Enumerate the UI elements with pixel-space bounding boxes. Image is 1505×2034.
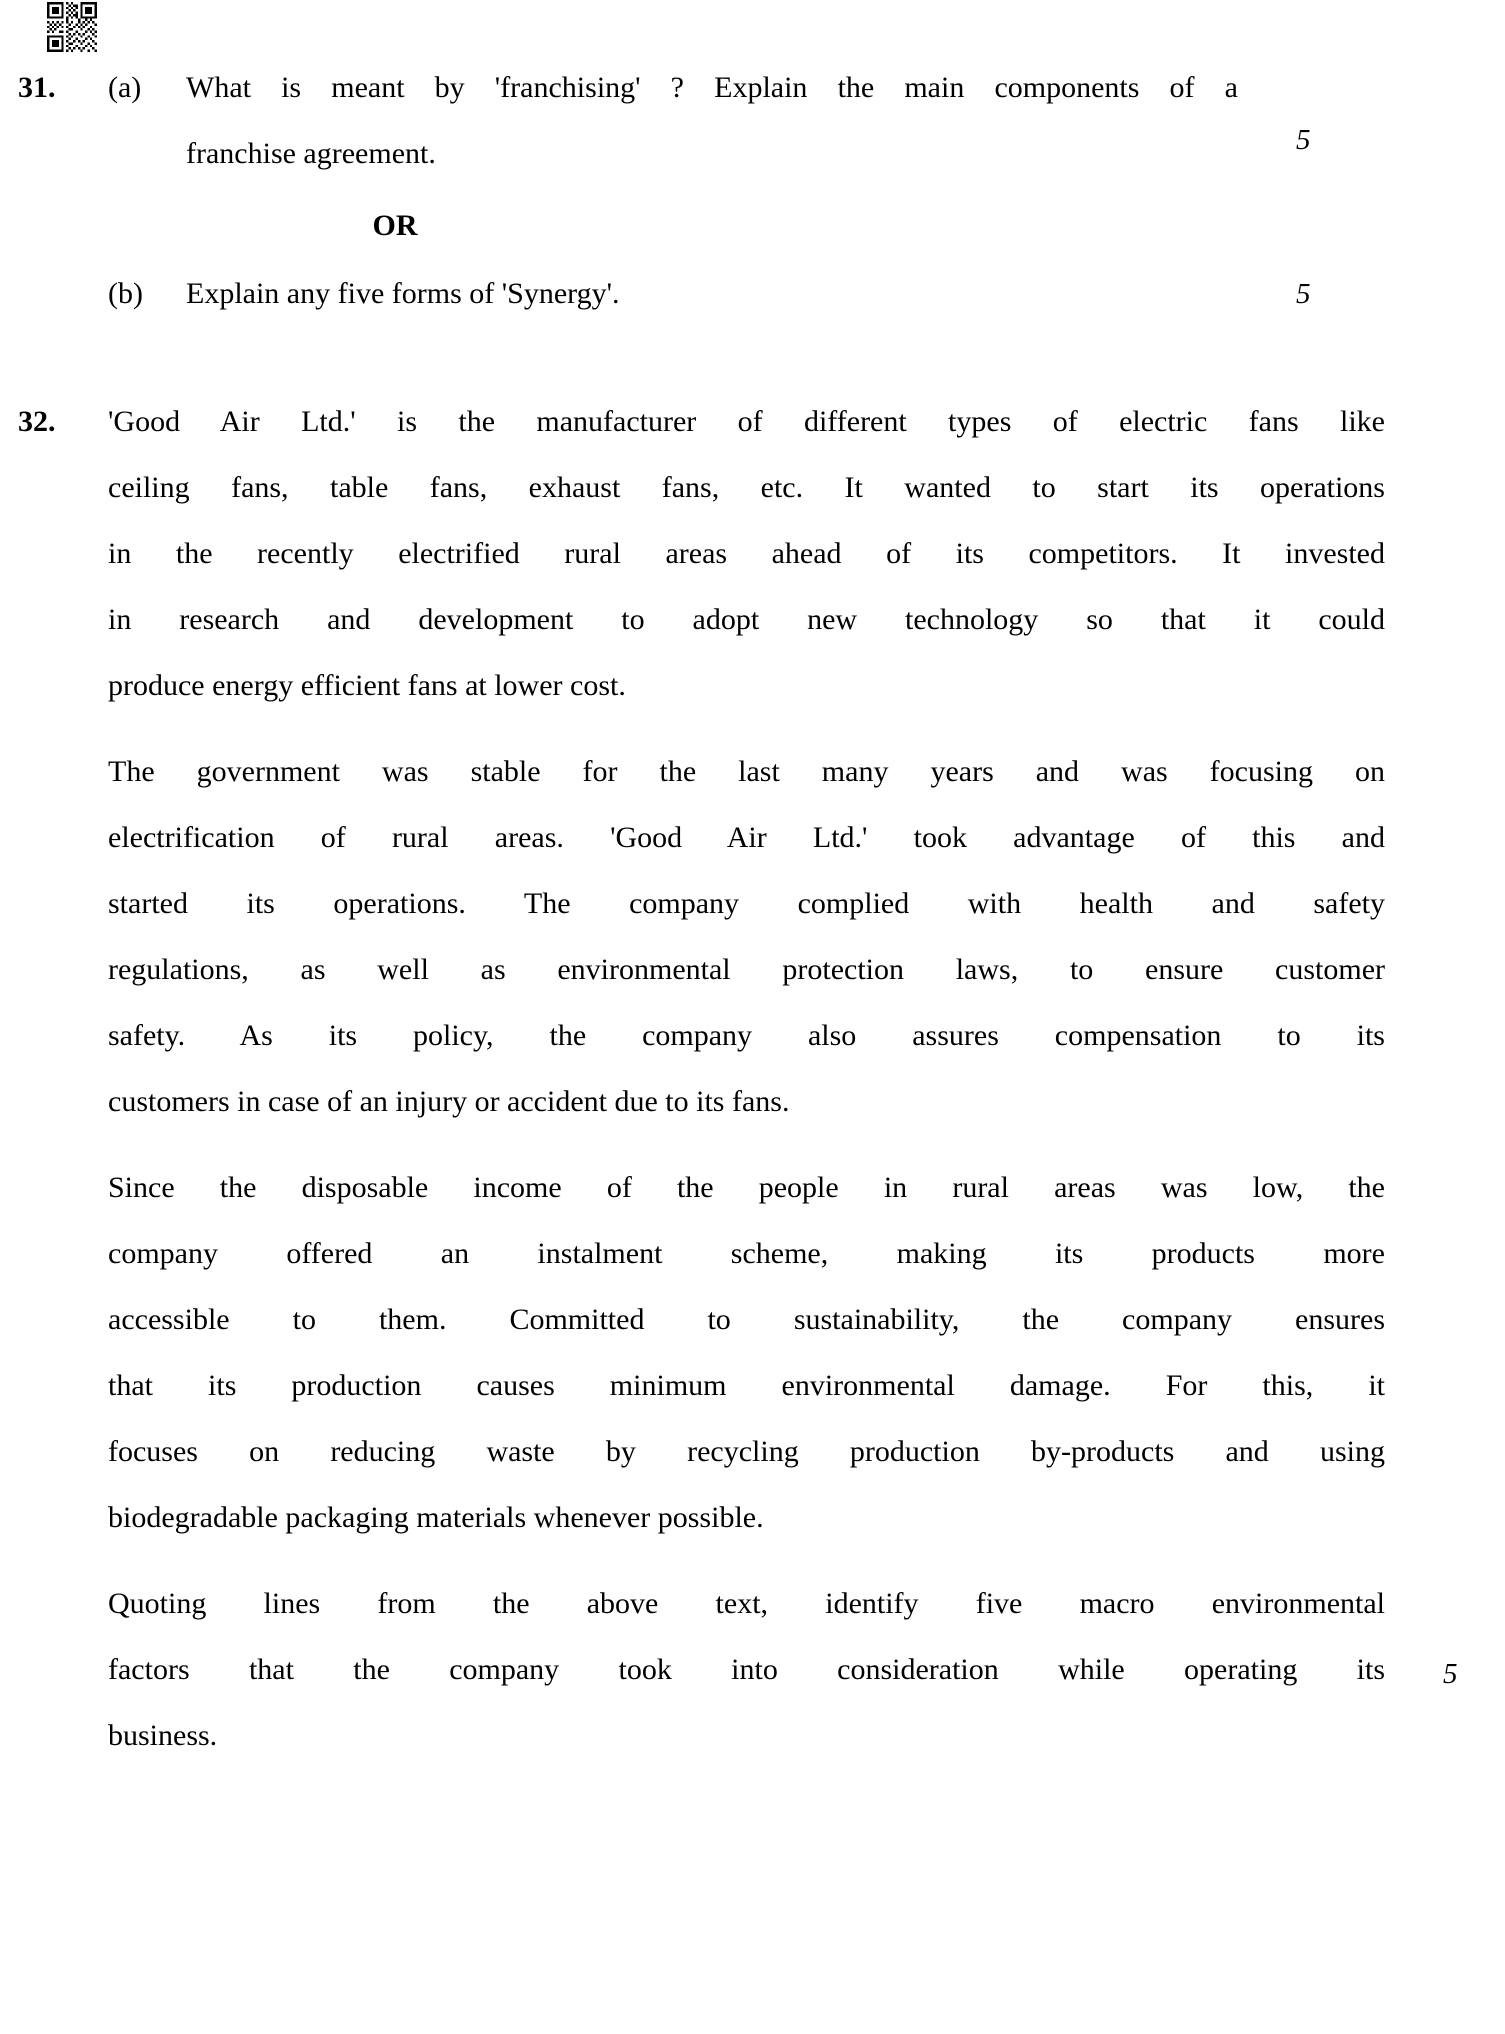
question-32-paragraph-3 — [108, 1155, 1385, 1551]
paragraph-spacer — [108, 1135, 1385, 1155]
question-32-row — [0, 389, 1505, 1769]
paragraph-line: company offered an instalment scheme, making its products more — [108, 1237, 1385, 1270]
paragraph-line: Quoting lines from the above text, identify five macro environmental — [108, 1587, 1385, 1620]
question-31a-line-1: What is meant by 'franchising' ? Explain the main components of a — [186, 71, 1238, 104]
question-number-31: 31. — [18, 71, 56, 104]
marks-31a: 5 — [1296, 124, 1311, 156]
paragraph-line: 'Good Air Ltd.' is the manufacturer of different types of electric fans like — [108, 405, 1385, 438]
marks-32-offset — [1443, 389, 1505, 1641]
part-label-31a: (a) — [108, 71, 142, 104]
question-31a-line-2: franchise agreement. — [186, 137, 436, 170]
paragraph-line: business. — [108, 1719, 218, 1752]
paragraph-line: factors that the company took into consideration while operating its — [108, 1653, 1385, 1686]
paragraph-line: started its operations. The company complied with health and safety — [108, 887, 1385, 920]
paragraph-line: in the recently electrified rural areas ahead of its competitors. It invested — [108, 537, 1385, 570]
or-separator: OR — [372, 209, 418, 242]
question-31b-text: Explain any five forms of 'Synergy'. — [186, 277, 620, 310]
question-32-paragraph-4 — [108, 1571, 1385, 1769]
question-32-body — [108, 389, 1385, 1769]
question-31b-row — [0, 261, 1505, 327]
marks-32-wrap — [1385, 389, 1505, 1707]
marks-32: 5 — [1443, 1658, 1458, 1690]
paragraph-line: The government was stable for the last many years and was focusing on — [108, 755, 1385, 788]
paragraph-line: in research and development to adopt new technology so that it could — [108, 603, 1385, 636]
paragraph-line: regulations, as well as environmental protection laws, to ensure customer — [108, 953, 1385, 986]
marks-31b: 5 — [1296, 278, 1311, 310]
paragraph-line: ceiling fans, table fans, exhaust fans, etc. It wanted to start its operations — [108, 471, 1385, 504]
paragraph-spacer — [108, 1551, 1385, 1571]
question-number-32: 32. — [18, 405, 56, 438]
question-32-paragraph-2 — [108, 739, 1385, 1135]
paragraph-spacer — [108, 719, 1385, 739]
section-gap — [0, 327, 1505, 389]
paragraph-line: Since the disposable income of the people in rural areas was low, the — [108, 1171, 1385, 1204]
paragraph-line: produce energy efficient fans at lower cost. — [108, 669, 626, 702]
question-content — [0, 55, 1505, 1769]
qr-code-icon — [38, 2, 106, 52]
paragraph-line: electrification of rural areas. 'Good Air Ltd.' took advantage of this and — [108, 821, 1385, 854]
paragraph-line: that its production causes minimum environmental damage. For this, it — [108, 1369, 1385, 1402]
question-31a-text — [186, 55, 1238, 187]
paragraph-line: focuses on reducing waste by recycling production by-products and using — [108, 1435, 1385, 1468]
paragraph-line: customers in case of an injury or accident due to its fans. — [108, 1085, 790, 1118]
paragraph-line: accessible to them. Committed to sustainability, the company ensures — [108, 1303, 1385, 1336]
question-31a-row — [0, 55, 1505, 187]
paragraph-line: safety. As its policy, the company also assures compensation to its — [108, 1019, 1385, 1052]
question-32-paragraph-1 — [108, 389, 1385, 719]
paragraph-line: biodegradable packaging materials whenever possible. — [108, 1501, 764, 1534]
part-label-31b: (b) — [108, 277, 143, 310]
